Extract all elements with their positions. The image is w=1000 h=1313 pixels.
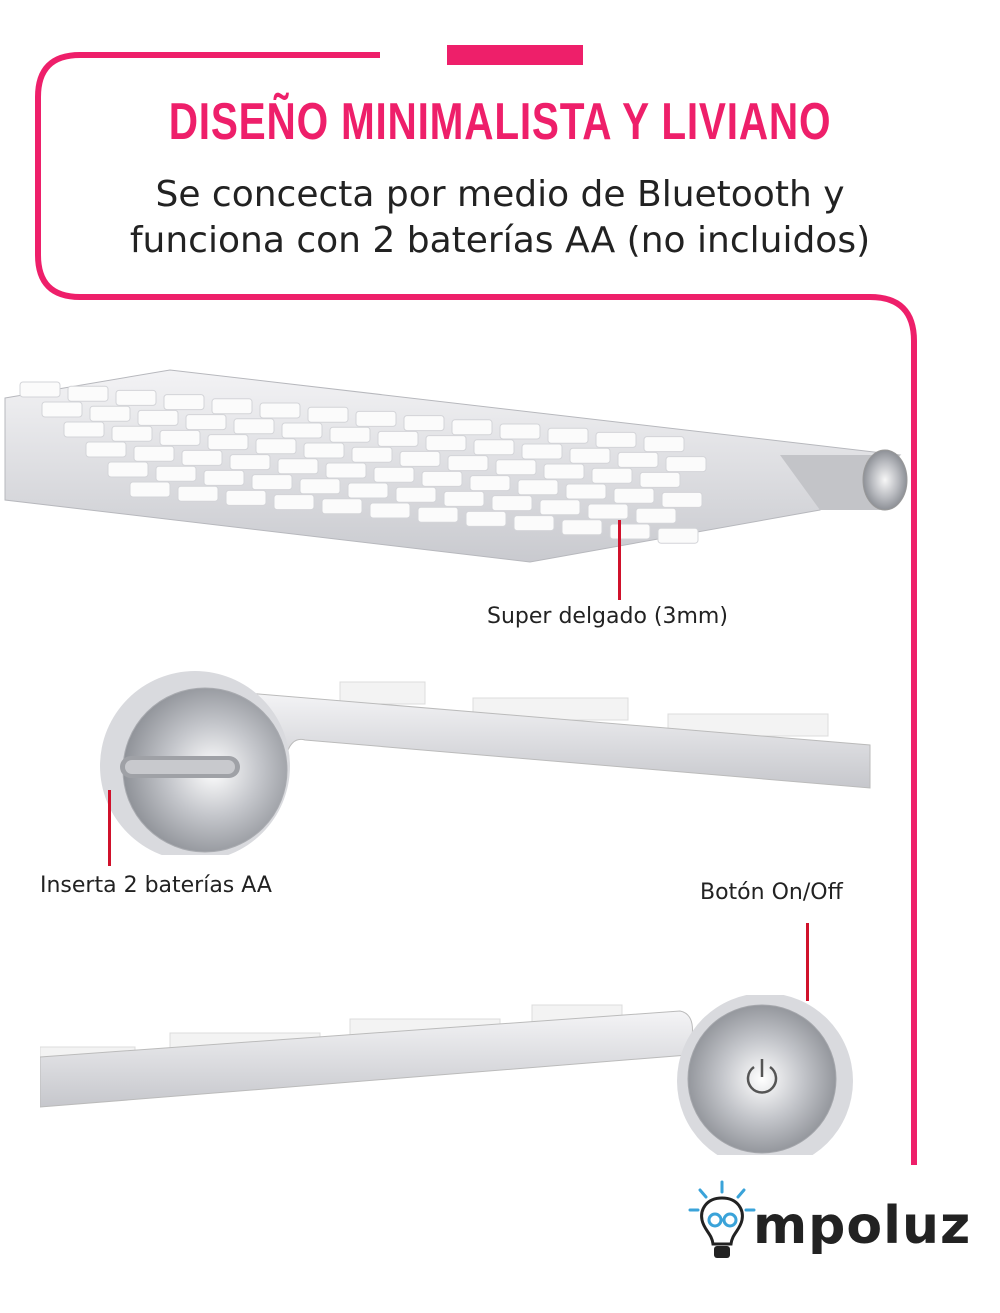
keyboard-key (448, 456, 488, 471)
keyboard-key (278, 459, 318, 474)
keyboard-key (212, 399, 252, 414)
keyboard-key (404, 416, 444, 431)
keyboard-side-battery-image (85, 670, 875, 855)
keyboard-key (544, 464, 584, 479)
keyboard-key (208, 435, 248, 450)
keyboard-key (570, 448, 610, 463)
keyboard-key (400, 451, 440, 466)
page-title: DISEÑO MINIMALISTA Y LIVIANO (168, 93, 832, 151)
keyboard-key (474, 440, 514, 455)
keyboard-key (522, 444, 562, 459)
keyboard-key (112, 426, 152, 441)
callout-line-power (806, 923, 810, 1001)
keyboard-key (108, 462, 148, 477)
keyboard-key (156, 466, 196, 481)
keyboard-key (282, 423, 322, 438)
keyboard-key (164, 395, 204, 410)
keyboard-key (562, 520, 602, 535)
keyboard-key (252, 475, 292, 490)
keyboard-key (514, 516, 554, 531)
keyboard-key (466, 511, 506, 526)
keyboard-key (330, 427, 370, 442)
keyboard-key (396, 487, 436, 502)
keyboard-key (640, 472, 680, 487)
keyboard-key (588, 504, 628, 519)
callout-batteries: Inserta 2 baterías AA (40, 873, 272, 898)
callout-power: Botón On/Off (700, 880, 843, 905)
keyboard-key (492, 496, 532, 511)
keyboard-key (234, 419, 274, 434)
keyboard-key (426, 436, 466, 451)
lightbulb-icon (688, 1178, 756, 1266)
keyboard-key (130, 482, 170, 497)
keyboard-key (90, 406, 130, 421)
keyboard-key (662, 492, 702, 507)
keyboard-key (374, 467, 414, 482)
keyboard-side-power-image (40, 995, 860, 1155)
keyboard-key (614, 488, 654, 503)
keyboard-key (370, 503, 410, 518)
keyboard-key (186, 415, 226, 430)
keyboard-key (116, 390, 156, 405)
keyboard-key (256, 439, 296, 454)
keyboard-key (300, 479, 340, 494)
keyboard-key (540, 500, 580, 515)
keyboard-key (42, 402, 82, 417)
keyboard-key (20, 382, 60, 397)
keyboard-key (378, 431, 418, 446)
keyboard-key (64, 422, 104, 437)
keyboard-key (304, 443, 344, 458)
callout-thin: Super delgado (3mm) (487, 604, 728, 629)
page-subtitle (0, 172, 1000, 264)
keyboard-key (496, 460, 536, 475)
keyboard-key (596, 432, 636, 447)
keyboard-key (636, 508, 676, 523)
battery-cap-end (863, 450, 907, 510)
keyboard-key (658, 528, 698, 543)
keyboard-key (348, 483, 388, 498)
keyboard-key (610, 524, 650, 539)
callout-line-batteries (108, 790, 112, 866)
keyboard-key (592, 468, 632, 483)
keyboard-top-image (0, 360, 920, 580)
keyboard-key (260, 403, 300, 418)
keyboard-key (548, 428, 588, 443)
keyboard-key (178, 486, 218, 501)
keyboard-key (618, 452, 658, 467)
keyboard-key (666, 457, 706, 472)
keyboard-key (452, 420, 492, 435)
accent-bar (447, 45, 583, 65)
keyboard-key (68, 386, 108, 401)
keyboard-key (326, 463, 366, 478)
brand-wordmark: mpoluz (753, 1196, 972, 1256)
callout-line-thin (618, 520, 622, 600)
keyboard-key (356, 411, 396, 426)
subtitle-line-2: funciona con 2 baterías AA (no incluidos) (129, 220, 871, 261)
keyboard-key (444, 491, 484, 506)
keyboard-key (204, 470, 244, 485)
subtitle-line-1: Se concecta por medio de Bluetooth y (155, 174, 845, 215)
keyboard-key (138, 410, 178, 425)
keyboard-key (322, 499, 362, 514)
keyboard-key (470, 476, 510, 491)
keyboard-key (500, 424, 540, 439)
keyboard-key (230, 455, 270, 470)
keyboard-key (182, 450, 222, 465)
keyboard-key (422, 471, 462, 486)
keyboard-key (160, 430, 200, 445)
keyboard-key (226, 490, 266, 505)
keyboard-key (566, 484, 606, 499)
keyboard-key (86, 442, 126, 457)
keyboard-key (352, 447, 392, 462)
keyboard-key (134, 446, 174, 461)
keyboard-key (274, 495, 314, 510)
keyboard-key (518, 480, 558, 495)
keyboard-key (308, 407, 348, 422)
keyboard-key (418, 507, 458, 522)
keyboard-key (644, 437, 684, 452)
